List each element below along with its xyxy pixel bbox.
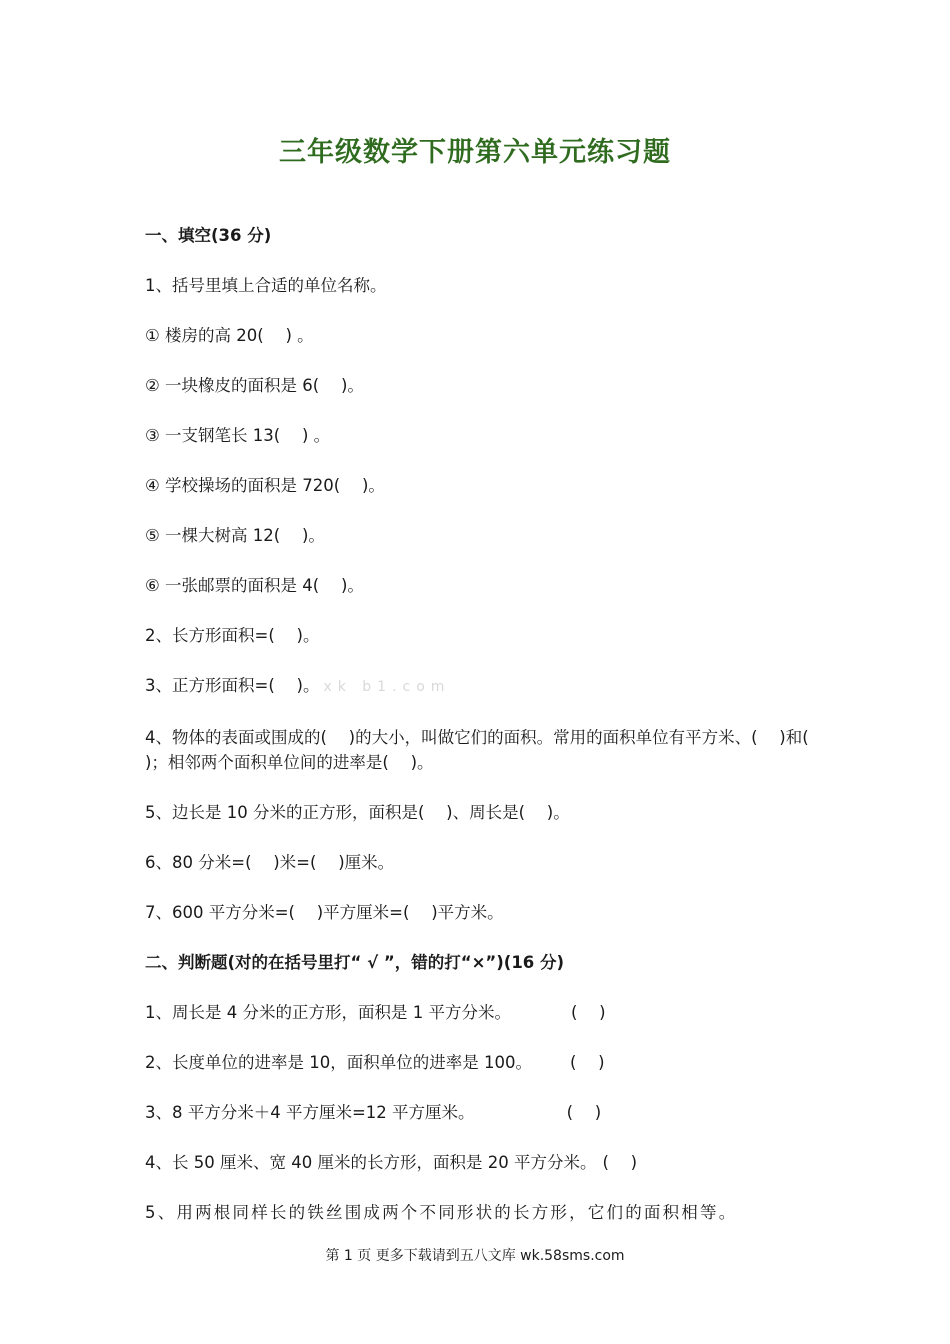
judge-item-5-text: 5、用两根同样长的铁丝围成两个不同形状的长方形，它们的面积相等。 [145,1203,738,1222]
judge-item-2-text: 2、长度单位的进率是 10，面积单位的进率是 100。 [145,1053,532,1072]
judge-item-1-text: 1、周长是 4 分米的正方形，面积是 1 平方分米。 [145,1003,511,1022]
question-5: 5、边长是 10 分米的正方形，面积是( )、周长是( )。 [145,803,570,822]
question-7: 7、600 平方分米=( )平方厘米=( )平方米。 [145,903,504,922]
judge-item-4 [145,1151,815,1175]
question-1-item-5: ⑤ 一棵大树高 12( )。 [145,526,325,545]
judge-item-4-bracket: ( ) [602,1153,638,1172]
page-footer: 第 1 页 更多下载请到五八文库 wk.58sms.com [325,1248,625,1264]
document-title: 三年级数学下册第六单元练习题 [279,137,671,168]
judge-item-4-text: 4、长 50 厘米、宽 40 厘米的长方形，面积是 20 平方分米。 [145,1153,597,1172]
judge-item-2 [145,1051,815,1075]
judge-item-1 [145,1001,815,1025]
section-heading-fill-blank: 一、填空(36 分) [145,226,272,245]
question-1-item-1: ① 楼房的高 20( ) 。 [145,326,314,345]
question-1-item-3: ③ 一支钢笔长 13( ) 。 [145,426,331,445]
section-heading-true-false: 二、判断题(对的在括号里打“ √ ”，错的打“×”)(16 分) [145,953,565,972]
question-3 [145,674,815,699]
question-1: 1、括号里填上合适的单位名称。 [145,276,387,295]
question-4: 4、物体的表面或围成的( )的大小，叫做它们的面积。常用的面积单位有平方米、( )和( )；相邻两个面积单位间的进率是( )。 [145,728,831,772]
judge-item-3-text: 3、8 平方分米＋4 平方厘米=12 平方厘米。 [145,1103,475,1122]
question-3-text: 3、正方形面积=( )。 [145,676,320,695]
judge-item-1-bracket: ( ) [570,1003,606,1022]
judge-item-3-bracket: ( ) [566,1103,602,1122]
question-1-item-2: ② 一块橡皮的面积是 6( )。 [145,376,364,395]
question-1-item-4: ④ 学校操场的面积是 720( )。 [145,476,385,495]
question-2: 2、长方形面积=( )。 [145,626,320,645]
judge-item-3 [145,1101,815,1125]
judge-item-5 [145,1201,815,1225]
judge-item-2-bracket: ( ) [569,1053,605,1072]
document-body [145,224,831,1251]
question-1-item-6: ⑥ 一张邮票的面积是 4( )。 [145,576,364,595]
watermark-text: xk b1.com [323,679,451,695]
question-6: 6、80 分米=( )米=( )厘米。 [145,853,395,872]
